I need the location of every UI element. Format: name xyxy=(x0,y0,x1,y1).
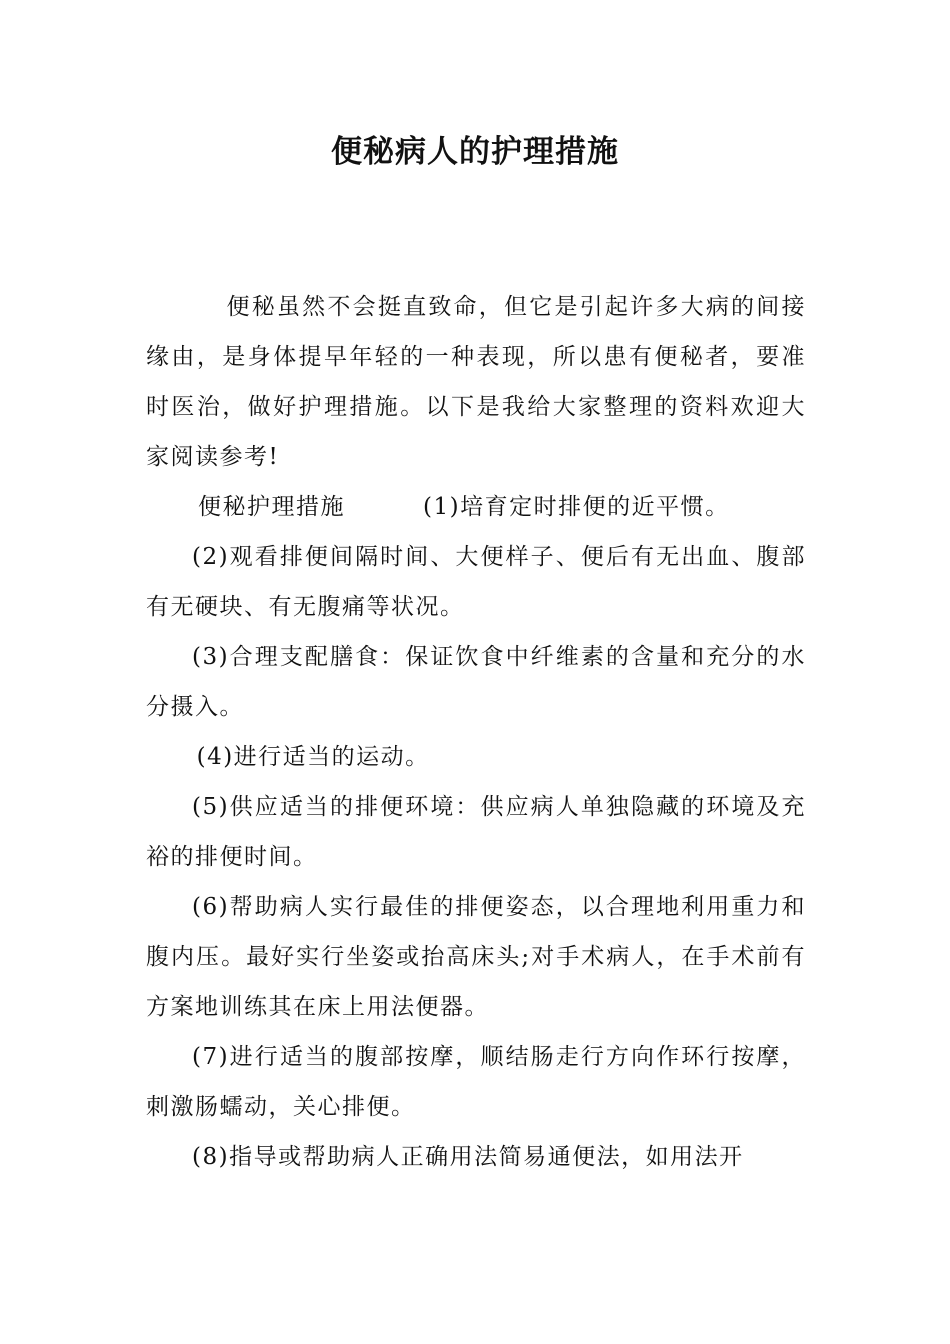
section-heading-line xyxy=(146,482,806,532)
document-body xyxy=(146,282,806,1182)
care-item-1: (1)培育定时排便的近平惯。 xyxy=(423,494,730,520)
care-item-4: (4)进行适当的运动。 xyxy=(196,744,430,770)
care-item-3: (3)合理支配膳食：保证饮食中纤维素的含量和充分的水分摄入。 xyxy=(146,644,806,720)
care-item-2: (2)观看排便间隔时间、大便样子、便后有无出血、腹部有无硬块、有无腹痛等状况。 xyxy=(146,544,806,620)
care-item-8: (8)指导或帮助病人正确用法简易通便法，如用法开 xyxy=(192,1144,744,1170)
care-item-7: (7)进行适当的腹部按摩，顺结肠走行方向作环行按摩，刺激肠蠕动，关心排便。 xyxy=(146,1044,806,1120)
intro-paragraph: 便秘虽然不会挺直致命，但它是引起许多大病的间接缘由，是身体提早年轻的一种表现，所以患有便秘者，要准时医治，做好护理措施。以下是我给大家整理的资料欢迎大家阅读参考! xyxy=(146,294,806,470)
care-item-6: (6)帮助病人实行最佳的排便姿态，以合理地利用重力和腹内压。最好实行坐姿或抬高床头;对手术病人，在手术前有方案地训练其在床上用法便器。 xyxy=(146,894,806,1020)
care-item-5: (5)供应适当的排便环境：供应病人单独隐藏的环境及充裕的排便时间。 xyxy=(146,794,806,870)
document-title: 便秘病人的护理措施 xyxy=(331,134,619,170)
section-heading: 便秘护理措施 xyxy=(198,494,345,520)
